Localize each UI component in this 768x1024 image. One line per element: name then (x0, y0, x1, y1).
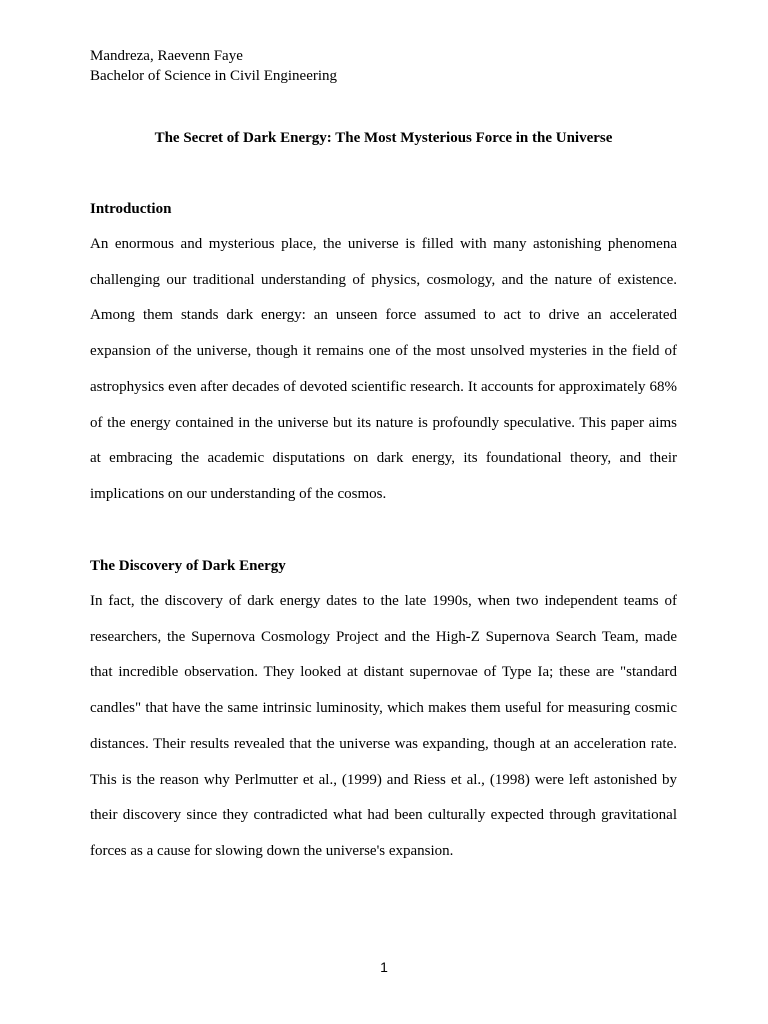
section-heading-discovery: The Discovery of Dark Energy (90, 558, 286, 574)
author-degree: Bachelor of Science in Civil Engineering (90, 68, 338, 84)
page-number: 1 (380, 959, 388, 975)
section-body-introduction: An enormous and mysterious place, the universe is filled with many astonishing phenomena challenging our traditional understanding of physics, cosmology, and the nature of existence. Among them stands dark energy: an unseen force assumed to act to drive an accelerated expansion of the universe, though it remains one of the most unsolved mysteries in the field of astrophysics even after decades of devoted scientific research. It accounts for approximately 68% of the energy contained in the universe but its nature is profoundly speculative. This paper aims at embracing the academic disputations on dark energy, its foundational theory, and their implications on our understanding of the cosmos. (90, 236, 677, 502)
author-block (90, 46, 337, 86)
document-title: The Secret of Dark Energy: The Most Mysterious Force in the Universe (154, 130, 613, 146)
section-body-discovery: In fact, the discovery of dark energy dates to the late 1990s, when two independent teams of researchers, the Supernova Cosmology Project and the High-Z Supernova Search Team, made that incredible observation. They looked at distant supernovae of Type Ia; these are "standard candles" that have the same intrinsic luminosity, which makes them useful for measuring cosmic distances. Their results revealed that the universe was expanding, though at an acceleration rate. This is the reason why Perlmutter et al., (1999) and Riess et al., (1998) were left astonished by their discovery since they contradicted what had been culturally expected through gravitational forces as a cause for slowing down the universe's expansion. (90, 593, 677, 859)
section-heading-introduction: Introduction (90, 201, 172, 217)
author-name: Mandreza, Raevenn Faye (90, 48, 243, 64)
